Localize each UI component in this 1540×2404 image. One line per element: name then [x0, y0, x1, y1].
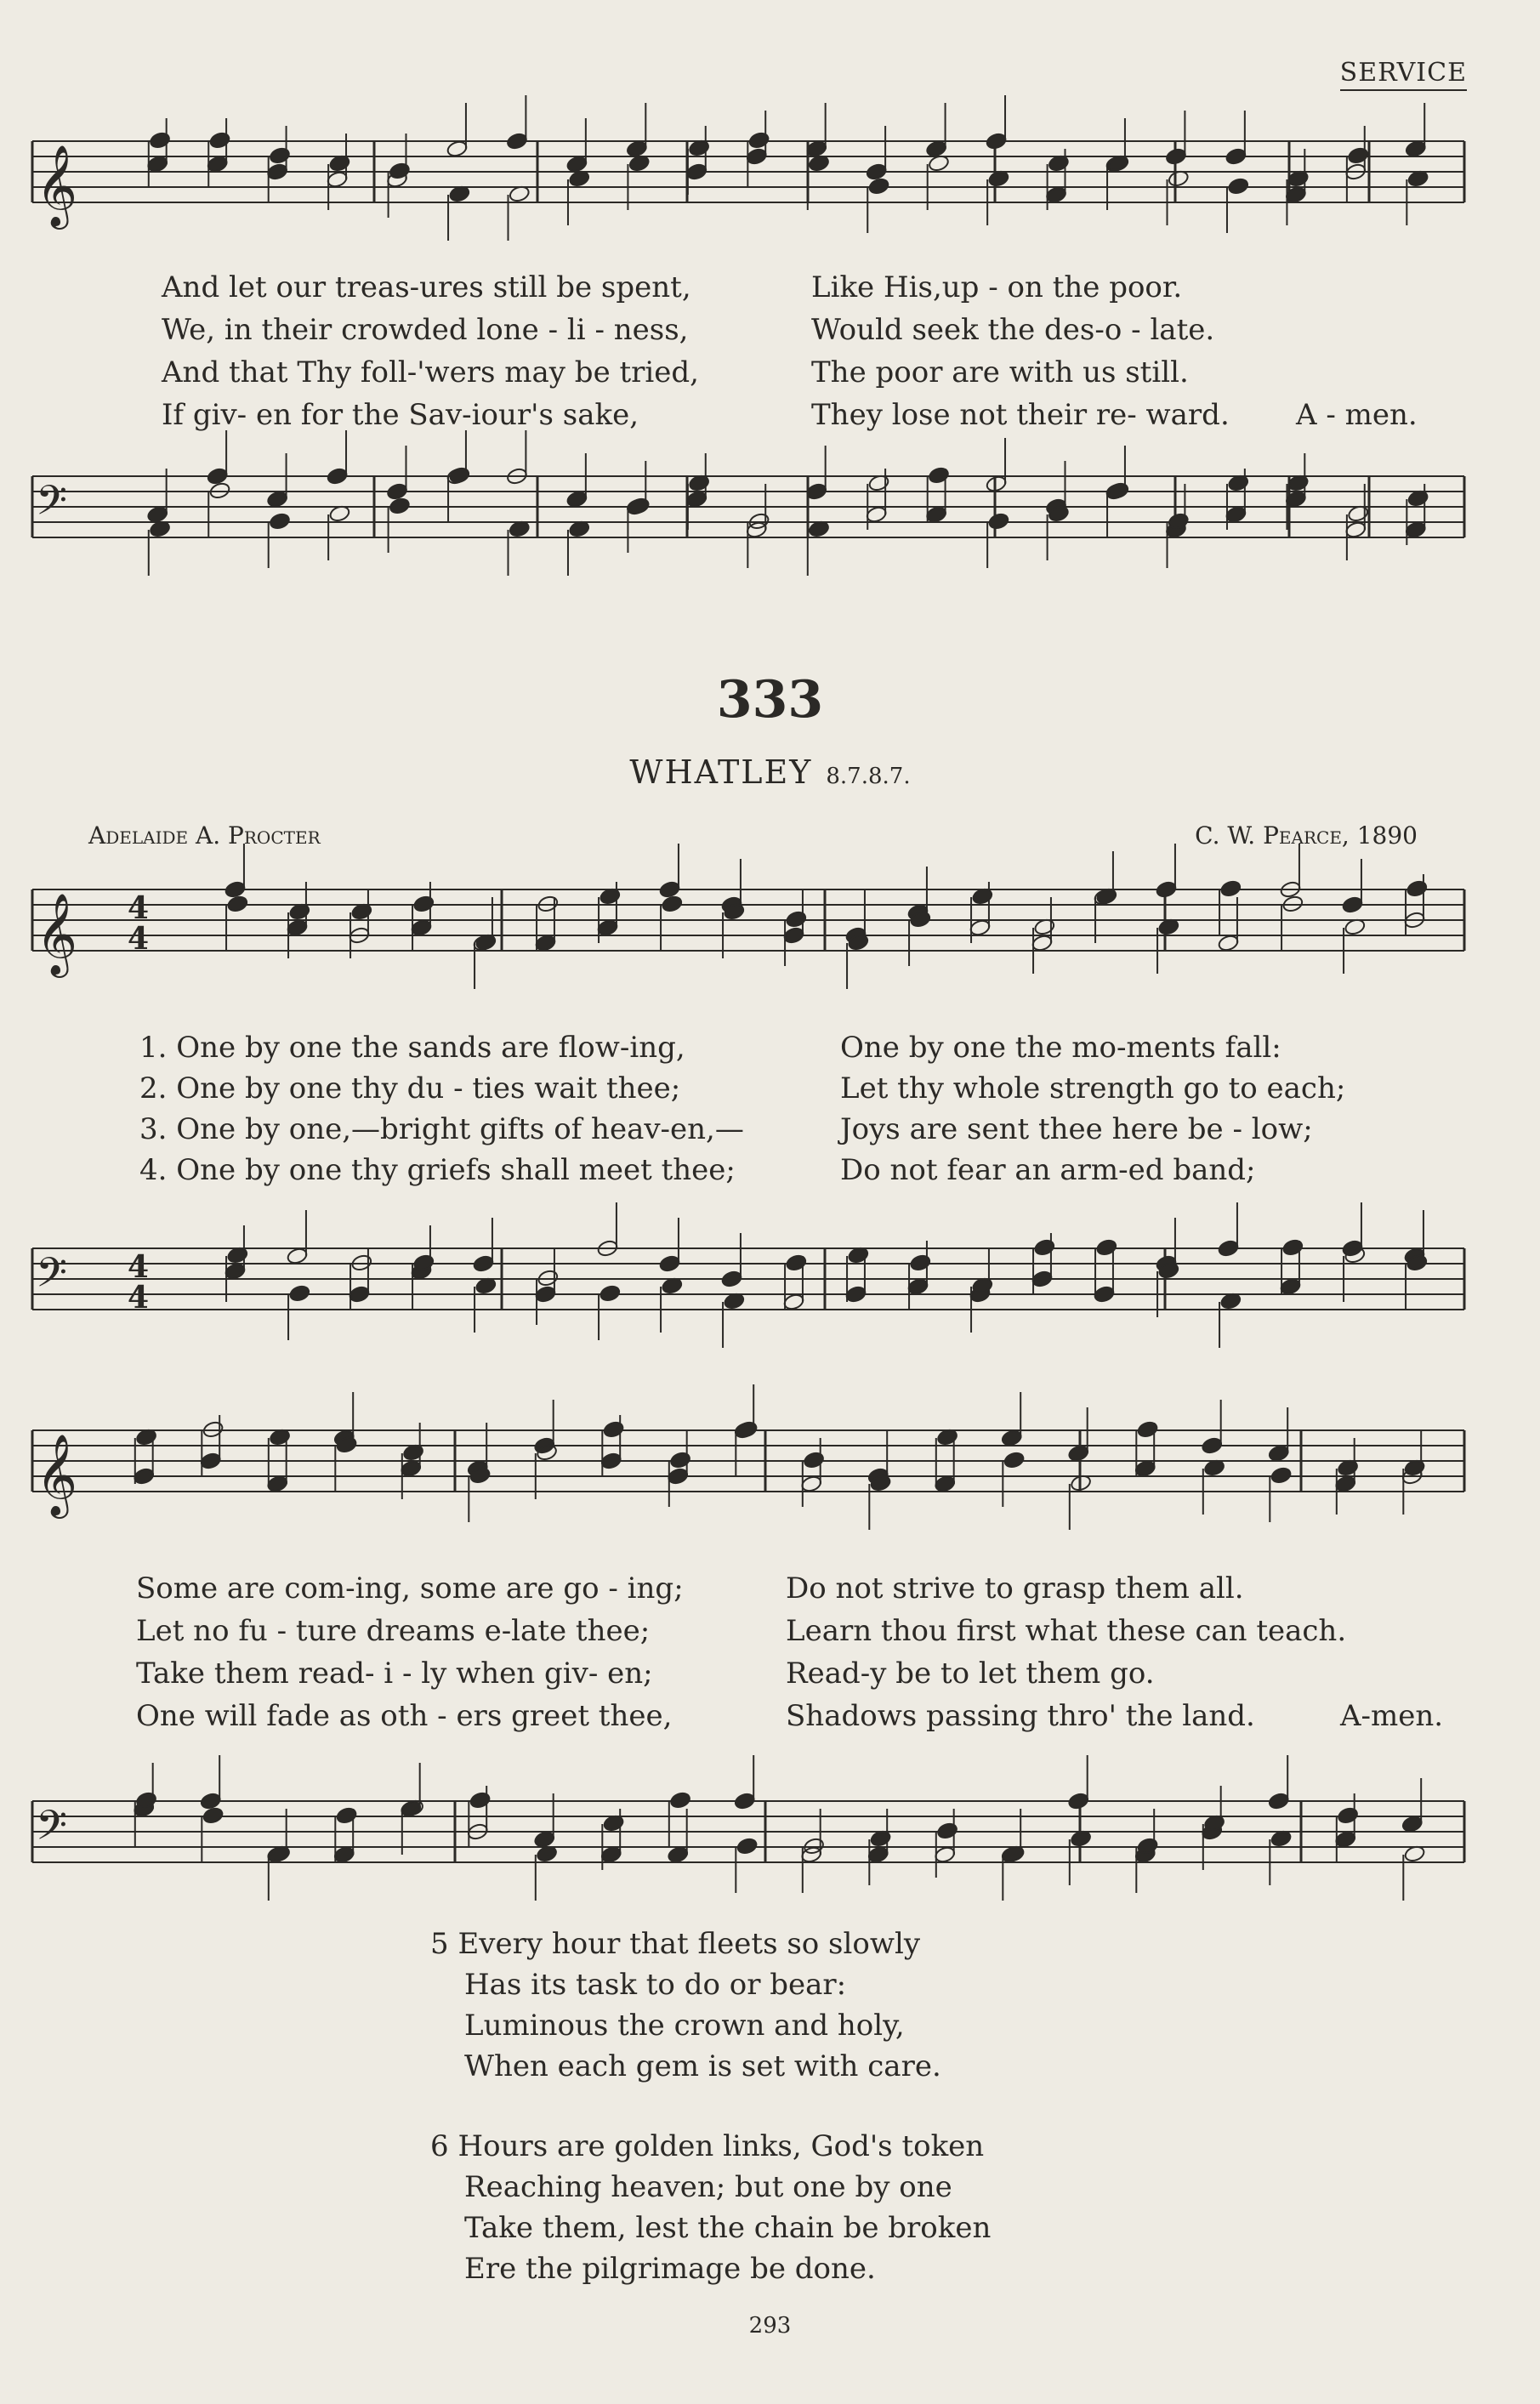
hymn-number: 333 [716, 670, 824, 730]
page-number: 293 [748, 2313, 792, 2339]
svg-text:𝄞: 𝄞 [36, 1433, 77, 1515]
hymn-composer: C. W. Pearce, 1890 [1195, 821, 1418, 850]
lyric-line: If giv- en for the Sav-iour's sake, [162, 398, 639, 432]
lyric-line: And let our treas-ures still be spent, [162, 270, 691, 304]
lyric-line: 1. One by one the sands are flow-ing, [139, 1031, 685, 1065]
lyric-line: A - men. [1296, 398, 1418, 432]
lyric-line: Learn thou first what these can teach. [786, 1614, 1347, 1648]
lyric-line: One will fade as oth - ers greet thee, [136, 1699, 673, 1733]
svg-text:4: 4 [128, 890, 150, 926]
stanza-line-4: When each gem is set with care. [464, 2049, 941, 2083]
lyric-line: Do not strive to grasp them all. [786, 1571, 1244, 1606]
lyric-line: Like His,up - on the poor. [811, 270, 1183, 304]
stanza-line-1: 6 Hours are golden links, God's token [430, 2129, 985, 2163]
stanza-6 [430, 2126, 991, 2289]
tune-meter: 8.7.8.7. [826, 764, 911, 789]
section-header: SERVICE [1340, 58, 1467, 91]
staff [32, 1430, 1464, 1519]
lyric-line: A-men. [1340, 1699, 1444, 1733]
lyric-line: 2. One by one thy du - ties wait thee; [139, 1071, 681, 1105]
lyric-line: Let thy whole strength go to each; [840, 1071, 1346, 1105]
tune-title [0, 753, 1540, 791]
lyric-line: 4. One by one thy griefs shall meet thee; [139, 1153, 736, 1187]
svg-text:4: 4 [128, 1280, 150, 1316]
lyric-line: Read-y be to let them go. [786, 1657, 1155, 1691]
lyric-line: One by one the mo-ments fall: [840, 1031, 1281, 1065]
stanza-line-2: Has its task to do or bear: [464, 1968, 847, 2002]
lyric-line: 3. One by one,—bright gifts of heav-en,— [139, 1112, 744, 1146]
svg-text:𝄢: 𝄢 [36, 477, 68, 534]
lyric-line: Shadows passing thro' the land. [786, 1699, 1255, 1733]
svg-text:4: 4 [128, 921, 150, 957]
lyric-line: Would seek the des-o - late. [811, 313, 1215, 347]
stanza-line-3: Luminous the crown and holy, [464, 2009, 905, 2043]
lyric-line: Take them read- i - ly when giv- en; [136, 1657, 653, 1691]
hymn-author: Adelaide A. Procter [88, 821, 321, 850]
svg-text:𝄞: 𝄞 [36, 892, 77, 975]
lyric-line: Do not fear an arm-ed band; [840, 1153, 1256, 1187]
lyric-line: Joys are sent thee here be - low; [840, 1112, 1313, 1146]
lyric-line: They lose not their re- ward. [811, 398, 1230, 432]
lyric-line: And that Thy foll-'wers may be tried, [162, 355, 699, 389]
lyric-line: We, in their crowded lone - li - ness, [162, 313, 689, 347]
lyric-line: Let no fu - ture dreams e-late thee; [136, 1614, 651, 1648]
svg-text:𝄢: 𝄢 [36, 1249, 68, 1306]
staff [32, 1248, 1464, 1310]
lyric-line: Some are com-ing, some are go - ing; [136, 1571, 684, 1606]
tune-name: WHATLEY [629, 753, 813, 791]
lyric-line: The poor are with us still. [811, 355, 1189, 389]
svg-text:𝄞: 𝄞 [36, 144, 77, 226]
stanza-5 [430, 1924, 941, 2087]
stanza-line-3: Take them, lest the chain be broken [464, 2211, 992, 2245]
stanza-line-2: Reaching heaven; but one by one [464, 2170, 952, 2204]
svg-text:4: 4 [128, 1249, 150, 1285]
stanza-line-4: Ere the pilgrimage be done. [464, 2252, 876, 2286]
stanza-line-1: 5 Every hour that fleets so slowly [430, 1927, 921, 1961]
svg-text:𝄢: 𝄢 [36, 1802, 68, 1859]
